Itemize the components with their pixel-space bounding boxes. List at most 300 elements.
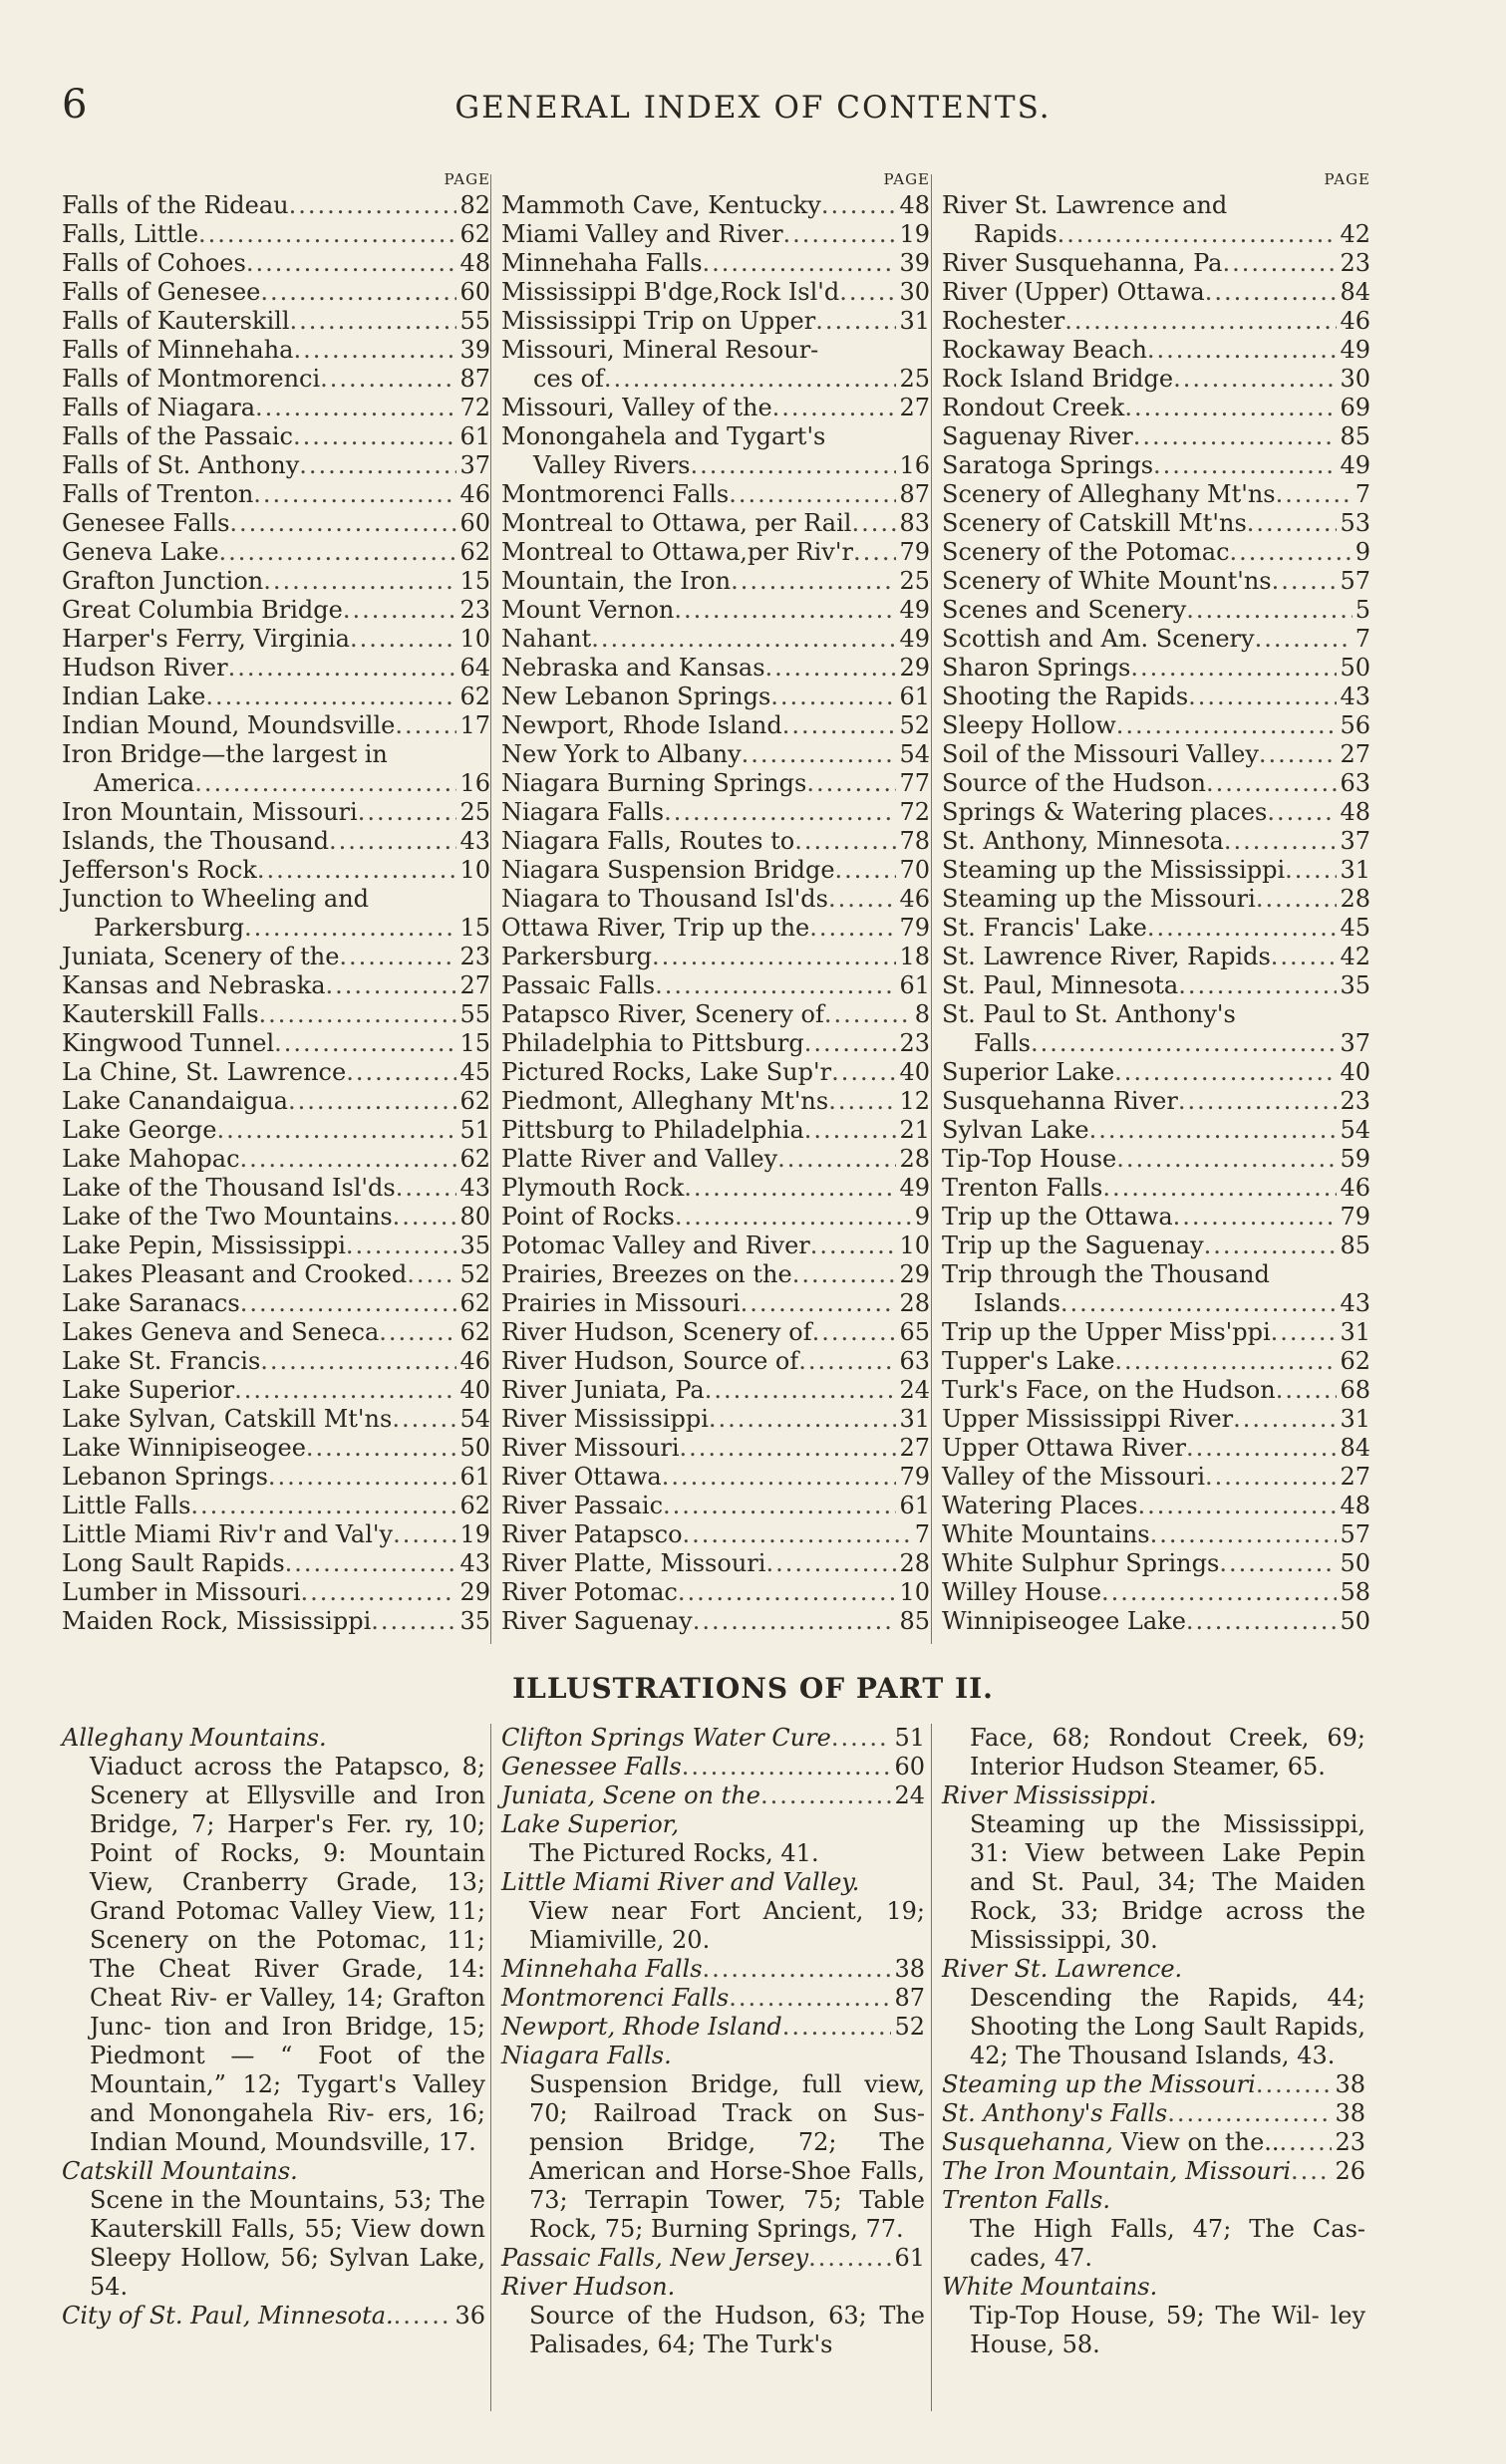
illustration-title: Montmorenci Falls [501, 1984, 730, 2012]
entry-title: St. Paul to St. Anthony's [942, 1000, 1236, 1028]
entry-page: 85 [899, 1607, 930, 1635]
index-entry [942, 711, 1370, 740]
entry-title: River Potomac [501, 1578, 678, 1606]
entry-page: 46 [1340, 307, 1370, 335]
entry-page: 49 [899, 625, 930, 653]
entry-page: 62 [459, 1087, 490, 1115]
leader-dots [306, 1434, 457, 1463]
index-entry [942, 1203, 1370, 1232]
leader-dots [393, 1203, 457, 1232]
leader-dots [346, 1232, 457, 1260]
leader-dots [663, 1492, 896, 1520]
entry-title: Scenery of Catskill Mt'ns [942, 509, 1247, 537]
entry-title: Prairies, Breezes on the [501, 1260, 792, 1288]
entry-page: 79 [1340, 1203, 1370, 1231]
index-entry [501, 1203, 930, 1232]
entry-title: Islands, the Thousand [62, 827, 329, 855]
entry-title: America [94, 769, 195, 797]
leader-dots [1233, 1405, 1337, 1434]
entry-title: Tupper's Lake [942, 1347, 1115, 1375]
entry-page: 54 [899, 740, 930, 768]
entry-title: Falls [974, 1029, 1031, 1057]
leader-dots [339, 943, 456, 971]
index-entry [62, 1000, 490, 1029]
entry-title: Missouri, Valley of the [501, 394, 772, 421]
entry-page: 87 [899, 480, 930, 508]
page-label: PAGE [444, 170, 490, 188]
entry-page: 46 [459, 480, 490, 508]
entry-page: 42 [1340, 943, 1370, 970]
leader-dots [709, 1405, 897, 1434]
entry-page: 31 [899, 1405, 930, 1433]
index-entry [501, 625, 930, 654]
entry-page: 54 [459, 1405, 490, 1433]
entry-page: 62 [1340, 1347, 1370, 1375]
entry-page: 87 [459, 365, 490, 393]
index-entry [942, 336, 1370, 365]
entry-title: Rock Island Bridge [942, 365, 1174, 393]
entry-title: Saguenay River [942, 422, 1133, 450]
leader-dots [1114, 1347, 1337, 1376]
index-entry [942, 1232, 1370, 1260]
entry-title: River Patapsco [501, 1520, 683, 1548]
index-entry [62, 1463, 490, 1492]
index-entry [942, 914, 1370, 943]
entry-title: River Mississippi [501, 1405, 709, 1433]
leader-dots [839, 278, 896, 307]
entry-title: Superior Lake [942, 1058, 1115, 1086]
leader-dots [1147, 336, 1338, 365]
leader-dots [228, 654, 457, 683]
leader-dots [257, 856, 457, 885]
index-entry [942, 278, 1370, 307]
illustration-page: 38 [1335, 2099, 1365, 2127]
leader-dots [1186, 596, 1352, 625]
leader-dots [1124, 394, 1337, 422]
index-entry [942, 249, 1370, 278]
entry-page: 50 [459, 1434, 490, 1462]
entry-title: Plymouth Rock [501, 1174, 685, 1202]
illustration-page: 36 [454, 2302, 485, 2329]
index-entry [62, 278, 490, 307]
illustration-heading: River Hudson. [501, 2273, 676, 2301]
leader-dots [703, 249, 897, 278]
leader-dots [683, 1520, 912, 1549]
leader-dots [392, 1405, 456, 1434]
index-entry [501, 1607, 930, 1636]
entry-title: Tip-Top House [942, 1145, 1117, 1173]
index-entry [501, 1289, 930, 1318]
index-entry [62, 654, 490, 683]
entry-page: 62 [459, 538, 490, 566]
entry-title: Jefferson's Rock [62, 856, 257, 884]
entry-page: 48 [899, 191, 930, 219]
entry-page: 29 [899, 1260, 930, 1288]
entry-title: Lake Pepin, Mississippi [62, 1232, 346, 1259]
index-entry [62, 1029, 490, 1058]
entry-page: 31 [1340, 1405, 1370, 1433]
entry-page: 18 [899, 943, 930, 970]
leader-dots [1188, 683, 1337, 711]
entry-title: Falls of St. Anthony [62, 451, 300, 479]
entry-page: 61 [899, 971, 930, 999]
entry-page: 55 [459, 1000, 490, 1028]
index-entry [62, 1607, 490, 1636]
entry-page: 85 [1340, 422, 1370, 450]
leader-dots [1291, 2157, 1332, 2186]
entry-title: Lake Superior [62, 1376, 235, 1404]
index-entry [501, 422, 930, 451]
entry-title: Scenery of White Mount'ns [942, 567, 1272, 595]
illustration-subtitle: View on the.. [1112, 2128, 1280, 2156]
illustration-entry [501, 1724, 925, 1753]
entry-page: 43 [459, 827, 490, 855]
entry-page: 65 [899, 1318, 930, 1346]
leader-dots [675, 1203, 912, 1232]
entry-title: Lakes Geneva and Seneca [62, 1318, 380, 1346]
entry-title: River Saguenay [501, 1607, 693, 1635]
index-entry [62, 596, 490, 625]
leader-dots [682, 1753, 892, 1781]
leader-dots [821, 191, 897, 220]
leader-dots [1280, 2128, 1333, 2157]
index-entry [501, 798, 930, 827]
leader-dots [828, 1087, 896, 1116]
entry-page: 62 [459, 1289, 490, 1317]
entry-page: 43 [1340, 683, 1370, 710]
leader-dots [1060, 1289, 1338, 1318]
entry-title: Trip up the Upper Miss'ppi [942, 1318, 1271, 1346]
illustration-heading: White Mountains. [942, 2273, 1158, 2301]
illustration-entry [501, 1781, 925, 1810]
entry-page: 15 [459, 914, 490, 942]
index-entry [942, 596, 1370, 625]
leader-dots [1272, 567, 1338, 596]
index-entry [942, 394, 1370, 422]
index-entry [62, 567, 490, 596]
index-entry [501, 1520, 930, 1549]
leader-dots [835, 856, 897, 885]
column-rule [931, 1724, 932, 2411]
illustration-body: The Pictured Rocks, 41. [529, 1839, 819, 1867]
leader-dots [1101, 1578, 1337, 1607]
leader-dots [1186, 1434, 1337, 1463]
entry-page: 29 [459, 1578, 490, 1606]
entry-page: 7 [1355, 480, 1370, 508]
index-entry [942, 191, 1370, 220]
entry-page: 48 [1340, 1492, 1370, 1519]
illustration-title: Steaming up the Missouri [942, 2070, 1256, 2098]
leader-dots [1102, 1174, 1337, 1203]
entry-title: River Platte, Missouri [501, 1549, 766, 1577]
index-entry [942, 422, 1370, 451]
leader-dots [1137, 1492, 1337, 1520]
leader-dots [765, 1549, 896, 1578]
leader-dots [1031, 1029, 1337, 1058]
illustration-page: 51 [894, 1724, 925, 1752]
entry-page: 61 [899, 683, 930, 710]
entry-page: 50 [1340, 654, 1370, 682]
entry-title: Steaming up the Missouri [942, 885, 1256, 913]
entry-page: 15 [459, 1029, 490, 1057]
entry-page: 12 [899, 1087, 930, 1115]
index-entry [942, 740, 1370, 769]
leader-dots [1247, 509, 1338, 538]
index-entry [62, 1087, 490, 1116]
leader-dots [782, 2013, 892, 2042]
index-entry [942, 1318, 1370, 1347]
index-entry-continuation [942, 1289, 1370, 1318]
index-entry [942, 1347, 1370, 1376]
index-entry [62, 1549, 490, 1578]
index-entry-continuation [62, 914, 490, 943]
index-entry [62, 1376, 490, 1405]
index-entry [942, 1520, 1370, 1549]
entry-page: 69 [1340, 394, 1370, 421]
entry-title: River Hudson, Source of [501, 1347, 799, 1375]
index-entry [942, 1607, 1370, 1636]
index-column-1 [62, 167, 490, 1636]
entry-title: Niagara to Thousand Isl'ds [501, 885, 828, 913]
index-entry [501, 943, 930, 971]
entry-title: White Mountains [942, 1520, 1150, 1548]
entry-title: ces of [533, 365, 604, 393]
entry-page: 61 [459, 422, 490, 450]
entry-page: 16 [899, 451, 930, 479]
entry-title: Falls of Kauterskill [62, 307, 290, 335]
illustration-page: 38 [894, 1955, 925, 1983]
leader-dots [329, 827, 457, 856]
entry-page: 7 [914, 1520, 930, 1548]
entry-title: River (Upper) Ottawa [942, 278, 1205, 306]
index-entry [501, 1029, 930, 1058]
leader-dots [343, 596, 457, 625]
index-entry [62, 307, 490, 336]
illustration-entry [501, 2244, 925, 2273]
illustration-entry [501, 1984, 925, 2013]
entry-page: 25 [459, 798, 490, 826]
entry-title: Mississippi Trip on Upper [501, 307, 816, 335]
leader-dots [808, 2244, 891, 2273]
entry-page: 61 [459, 1463, 490, 1491]
leader-dots [604, 365, 897, 394]
index-entry [501, 827, 930, 856]
entry-title: Islands [974, 1289, 1060, 1317]
entry-title: Rochester [942, 307, 1065, 335]
index-entry [942, 1434, 1370, 1463]
index-entry [501, 220, 930, 249]
leader-dots [1064, 307, 1337, 336]
leader-dots [809, 914, 896, 943]
entry-title: Willey House [942, 1578, 1102, 1606]
entry-page: 28 [899, 1549, 930, 1577]
index-entry [62, 1174, 490, 1203]
entry-title: Falls of Montmorenci [62, 365, 321, 393]
entry-page: 21 [899, 1116, 930, 1144]
entry-title: River Juniata, Pa [501, 1376, 705, 1404]
entry-page: 56 [1340, 711, 1370, 739]
entry-title: Little Miami Riv'r and Val'y [62, 1520, 394, 1548]
illustration-title: Minnehaha Falls [501, 1955, 703, 1983]
index-entry [62, 683, 490, 711]
index-entry [501, 1000, 930, 1029]
entry-page: 62 [459, 1492, 490, 1519]
illustration-heading: Little Miami River and Valley. [501, 1868, 860, 1896]
index-entry [942, 654, 1370, 683]
index-entry [62, 1347, 490, 1376]
leader-dots [1205, 1463, 1337, 1492]
index-entry [942, 885, 1370, 914]
entry-title: Trip through the Thousand [942, 1260, 1270, 1288]
entry-title: Point of Rocks [501, 1203, 675, 1231]
index-entry [501, 538, 930, 567]
entry-title: New Lebanon Springs [501, 683, 771, 710]
entry-title: Great Columbia Bridge [62, 596, 343, 624]
leader-dots [1259, 740, 1338, 769]
entry-page: 50 [1340, 1607, 1370, 1635]
entry-page: 49 [899, 596, 930, 624]
entry-page: 27 [1340, 1463, 1370, 1491]
column-rule [931, 174, 932, 1644]
entry-title: Niagara Burning Springs [501, 769, 807, 797]
index-entry [942, 827, 1370, 856]
entry-page: 39 [899, 249, 930, 277]
index-entry [62, 1318, 490, 1347]
index-entry [62, 509, 490, 538]
column-rule [490, 1724, 491, 2411]
index-entry [501, 971, 930, 1000]
entry-page: 62 [459, 1318, 490, 1346]
leader-dots [393, 1520, 456, 1549]
entry-page: 52 [899, 711, 930, 739]
entry-title: White Sulphur Springs [942, 1549, 1220, 1577]
entry-title: Lumber in Missouri [62, 1578, 301, 1606]
entry-title: River St. Lawrence and [942, 191, 1228, 219]
index-entry [942, 769, 1370, 798]
illustration-heading: River St. Lawrence. [942, 1955, 1183, 1983]
leader-dots [407, 1260, 456, 1289]
entry-title: Lake Sylvan, Catskill Mt'ns [62, 1405, 393, 1433]
leader-dots [1130, 654, 1337, 683]
leader-dots [794, 827, 896, 856]
illustration-entry [501, 1753, 925, 1781]
entry-page: 31 [1340, 856, 1370, 884]
index-entry [501, 1260, 930, 1289]
index-entry [501, 1347, 930, 1376]
illustration-body: The High Falls, 47; The Cas- cades, 47. [970, 2215, 1365, 2272]
leader-dots [684, 1174, 896, 1203]
index-entry [62, 1058, 490, 1087]
entry-page: 40 [459, 1376, 490, 1404]
leader-dots [1173, 1203, 1338, 1232]
entry-title: Lake Mahopac [62, 1145, 240, 1173]
entry-title: Falls of the Rideau [62, 191, 289, 219]
entry-title: Winnipiseogee Lake [942, 1607, 1186, 1635]
entry-page: 53 [1340, 509, 1370, 537]
entry-title: Parkersburg [94, 914, 245, 942]
leader-dots [1204, 1232, 1338, 1260]
entry-page: 49 [1340, 451, 1370, 479]
index-entry [62, 451, 490, 480]
index-entry [942, 625, 1370, 654]
leader-dots [824, 1000, 912, 1029]
page-number: 6 [62, 82, 88, 128]
entry-page: 23 [899, 1029, 930, 1057]
index-entry-continuation [942, 220, 1370, 249]
leader-dots [246, 249, 457, 278]
leader-dots [1150, 1520, 1338, 1549]
leader-dots [1173, 365, 1337, 394]
leader-dots [705, 1376, 897, 1405]
entry-page: 19 [899, 220, 930, 248]
entry-page: 55 [459, 307, 490, 335]
entry-title: Trip up the Ottawa [942, 1203, 1173, 1231]
index-entry [942, 1549, 1370, 1578]
leader-dots [1271, 943, 1338, 971]
illustration-entry [62, 2302, 485, 2330]
entry-page: 70 [899, 856, 930, 884]
index-entry [62, 480, 490, 509]
illustration-title: Genessee Falls [501, 1753, 682, 1780]
illustration-body: Source of the Hudson, 63; The Palisades, 64; The Turk's [529, 2302, 925, 2358]
entry-title: Indian Lake [62, 683, 206, 710]
illustration-page: 24 [894, 1781, 925, 1809]
entry-title: Shooting the Rapids [942, 683, 1189, 710]
leader-dots [1205, 278, 1338, 307]
running-head: GENERAL INDEX OF CONTENTS. [454, 90, 1052, 126]
entry-page: 10 [459, 625, 490, 653]
leader-dots [806, 769, 896, 798]
entry-title: Falls of Trenton [62, 480, 254, 508]
index-entry [501, 711, 930, 740]
index-entry [942, 451, 1370, 480]
leader-dots [765, 654, 897, 683]
index-entry [942, 1463, 1370, 1492]
leader-dots [259, 1000, 457, 1029]
leader-dots [290, 307, 457, 336]
index-entry [501, 1174, 930, 1203]
entry-page: 80 [459, 1203, 490, 1231]
illustration-heading: Niagara Falls. [501, 2042, 672, 2069]
index-entry [62, 711, 490, 740]
entry-page: 15 [459, 567, 490, 595]
entry-page: 40 [1340, 1058, 1370, 1086]
entry-page: 79 [899, 538, 930, 566]
entry-page: 37 [1340, 827, 1370, 855]
index-entry [501, 1116, 930, 1145]
index-entry [62, 1145, 490, 1174]
index-entry [62, 394, 490, 422]
entry-title: Saratoga Springs [942, 451, 1154, 479]
leader-dots [1089, 1116, 1338, 1145]
entry-title: Falls of Genesee [62, 278, 261, 306]
entry-page: 45 [459, 1058, 490, 1086]
leader-dots [662, 1463, 897, 1492]
leader-dots [760, 1781, 892, 1810]
index-entry [942, 798, 1370, 827]
leader-dots [770, 683, 896, 711]
leader-dots [190, 1492, 456, 1520]
index-entry [501, 1318, 930, 1347]
entry-title: St. Lawrence River, Rapids [942, 943, 1271, 970]
leader-dots [268, 1463, 457, 1492]
index-entry [62, 191, 490, 220]
index-entry [501, 1376, 930, 1405]
entry-page: 17 [459, 711, 490, 739]
leader-dots [1271, 1318, 1338, 1347]
index-entry [942, 1405, 1370, 1434]
entry-title: Ottawa River, Trip up the [501, 914, 810, 942]
